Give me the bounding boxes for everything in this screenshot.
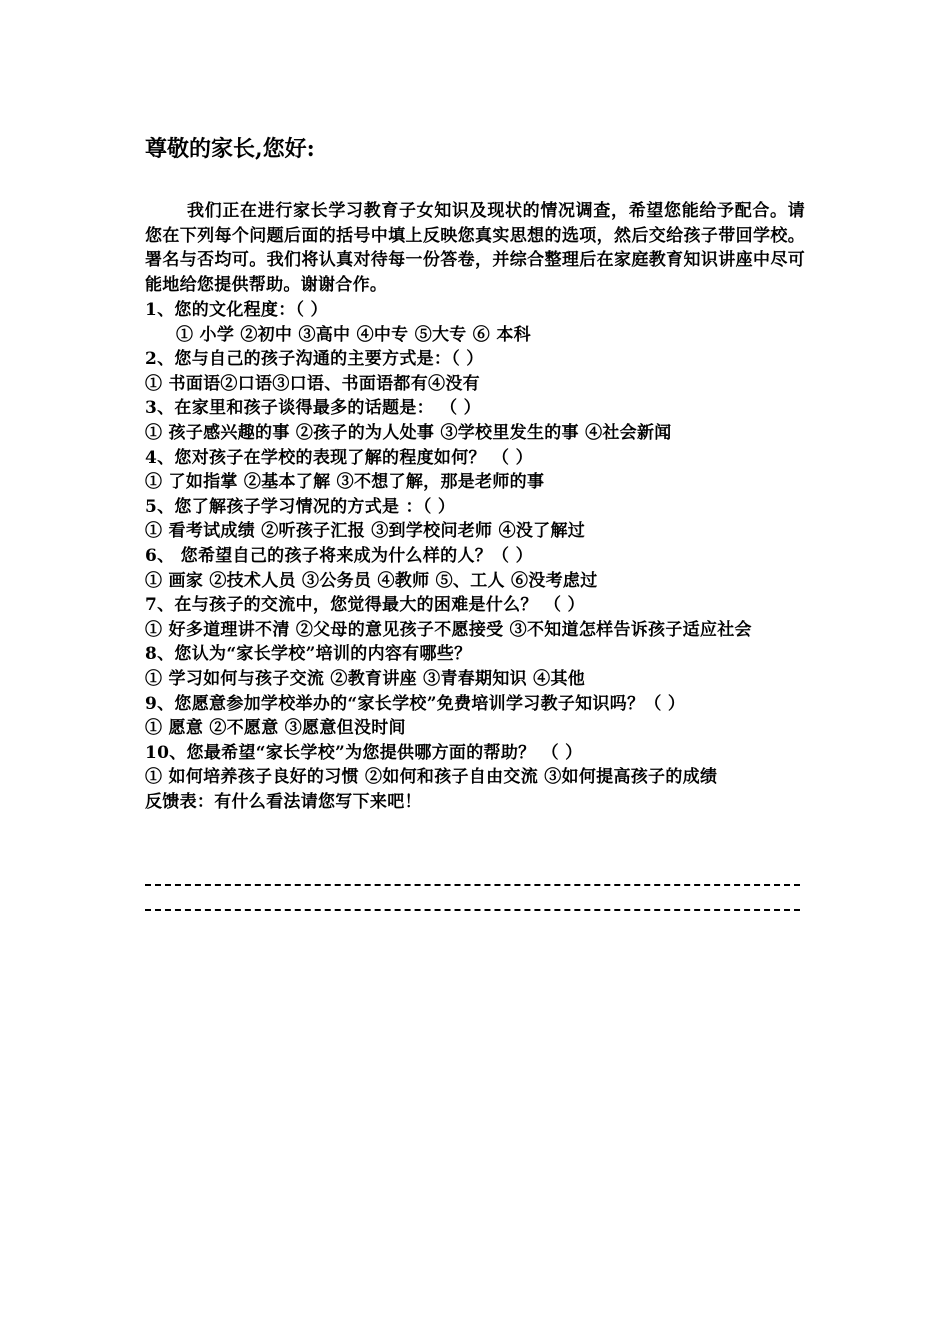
question-list	[145, 298, 805, 814]
options-4: ① 了如指掌 ②基本了解 ③不想了解，那是老师的事	[145, 472, 545, 493]
options-5: ① 看考试成绩 ②听孩子汇报 ③到学校问老师 ④没了解过	[145, 521, 586, 542]
options-6: ① 画家 ②技术人员 ③公务员 ④教师 ⑤、工人 ⑥没考虑过	[145, 570, 598, 591]
question-8: 8、您认为“家长学校”培训的内容有哪些？	[145, 644, 472, 665]
question-5: 5、您了解孩子学习情况的方式是 ：（ ）	[145, 496, 456, 517]
intro-paragraph: 我们正在进行家长学习教育子女知识及现状的情况调查，希望您能给予配合。请您在下列每个问题后面的括号中填上反映您真实思想的选项，然后交给孩子带回学校。署名与否均可。我们将认真对待每一份答卷，并综合整理后在家庭教育知识讲座中尽可能地给您提供帮助。谢谢合作。	[145, 201, 805, 295]
dashed-line	[145, 897, 800, 922]
feedback-label: 反馈表：有什么看法请您写下来吧！	[145, 791, 422, 812]
question-2: 2、您与自己的孩子沟通的主要方式是：（ ）	[145, 349, 484, 370]
options-8: ① 学习如何与孩子交流 ②教育讲座 ③青春期知识 ④其他	[145, 668, 586, 689]
question-1: 1、您的文化程度：（ ）	[145, 300, 328, 320]
greeting-heading: 尊敬的家长,您好:	[145, 136, 315, 162]
question-10: 10、您最希望“家长学校”为您提供哪方面的帮助？ （ ）	[145, 742, 583, 763]
question-9: 9、您愿意参加学校举办的“家长学校”免费培训学习教子知识吗？（ ）	[145, 693, 686, 714]
options-1: ① 小学 ②初中 ③高中 ④中专 ⑤大专 ⑥ 本科	[176, 324, 531, 345]
question-6: 6、 您希望自己的孩子将来成为什么样的人？（ ）	[145, 545, 533, 566]
question-4: 4、您对孩子在学校的表现了解的程度如何？ （ ）	[145, 447, 533, 468]
question-7: 7、在与孩子的交流中，您觉得最大的困难是什么？ （ ）	[145, 595, 585, 616]
options-2: ① 书面语②口语③口语、书面语都有④没有	[145, 373, 480, 394]
question-3: 3、在家里和孩子谈得最多的话题是： （ ）	[145, 398, 481, 419]
options-9: ① 愿意 ②不愿意 ③愿意但没时间	[145, 718, 406, 739]
options-3: ① 孩子感兴趣的事 ②孩子的为人处事 ③学校里发生的事 ④社会新闻	[145, 422, 672, 443]
options-10: ① 如何培养孩子良好的习惯 ②如何和孩子自由交流 ③如何提高孩子的成绩	[145, 767, 718, 788]
dashed-line	[145, 872, 800, 897]
options-7: ① 好多道理讲不清 ②父母的意见孩子不愿接受 ③不知道怎样告诉孩子适应社会	[145, 619, 752, 640]
feedback-writing-lines[interactable]	[145, 872, 800, 921]
